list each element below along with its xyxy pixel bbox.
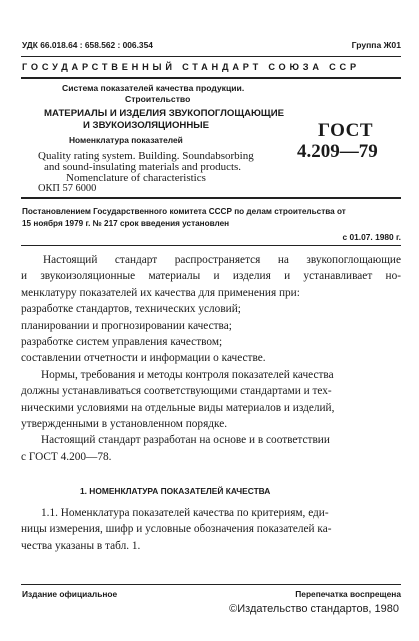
header-rule <box>21 77 401 79</box>
gost-number: 4.209—79 <box>297 141 378 162</box>
system-line-2: Строительство <box>125 94 191 104</box>
copyright: ©Издательство стандартов, 1980 <box>229 603 399 615</box>
main-body <box>21 252 401 465</box>
list-item: разработке стандартов, технических условий; <box>21 303 241 316</box>
reprint-notice: Перепечатка воспрещена <box>295 589 401 599</box>
list-item: разработке систем управления качеством; <box>21 336 223 349</box>
title-rule <box>21 197 401 199</box>
system-line-1: Система показателей качества продукции. <box>62 83 245 93</box>
body-line: Настоящий стандарт разработан на основе и в соответствии <box>41 434 330 447</box>
edition-label: Издание официальное <box>22 589 118 599</box>
standard-header: ГОСУДАРСТВЕННЫЙ СТАНДАРТ СОЮЗА ССР <box>22 62 360 72</box>
section-heading: 1. НОМЕНКЛАТУРА ПОКАЗАТЕЛЕЙ КАЧЕСТВА <box>80 486 271 496</box>
body-line: с ГОСТ 4.200—78. <box>21 450 112 463</box>
footer-rule <box>21 584 401 585</box>
group-code: Группа Ж01 <box>351 40 401 50</box>
effective-date-rule <box>21 245 401 246</box>
body-line: Настоящий стандарт распространяется на звукопоглощающие <box>43 254 401 266</box>
okp-code: ОКП 57 6000 <box>38 183 97 194</box>
english-title-line-2: and sound-insulating materials and products. <box>44 161 242 173</box>
body-line: менклатуру показателей их качества для применения при: <box>21 286 300 299</box>
effective-date: с 01.07. 1980 г. <box>342 232 401 242</box>
udk-code: УДК 66.018.64 : 658.562 : 006.354 <box>22 40 153 50</box>
body-line: 1.1. Номенклатура показателей качества по критериям, еди- <box>41 507 329 519</box>
decree-line-2: 15 ноября 1979 г. № 217 срок введения установлен <box>22 219 230 228</box>
list-item: планировании и прогнозировании качества; <box>21 319 232 332</box>
title-line-2: И ЗВУКОИЗОЛЯЦИОННЫЕ <box>83 120 210 131</box>
english-title-line-3: Nomenclature of characteristics <box>66 172 206 184</box>
body-line: и звукоизоляционные материалы и изделия и устанавливает но- <box>21 270 401 283</box>
english-title-line-1: Quality rating system. Building. Soundabsorbing <box>38 150 254 162</box>
body-line: ническими условиями на отдельные виды материалов и изделий, <box>21 401 335 414</box>
body-line: ницы измерения, шифр и условные обозначения показателей ка- <box>21 523 332 536</box>
section-body <box>21 505 401 554</box>
body-line: утвержденными в установленном порядке. <box>21 418 228 431</box>
body-line: Нормы, требования и методы контроля показателей качества <box>41 368 334 381</box>
body-line: должны устанавливаться соответствующими стандартами и тех- <box>21 385 332 398</box>
decree-line-1: Постановлением Государственного комитета СССР по делам строительства от <box>22 207 346 216</box>
subtitle: Номенклатура показателей <box>69 135 183 145</box>
list-item: составлении отчетности и информации о качестве. <box>21 352 266 365</box>
top-rule <box>21 56 401 57</box>
body-line: чества указаны в табл. 1. <box>21 539 141 552</box>
title-line-1: МАТЕРИАЛЫ И ИЗДЕЛИЯ ЗВУКОПОГЛОЩАЮЩИЕ <box>44 108 284 119</box>
gost-label: ГОСТ <box>318 120 374 141</box>
